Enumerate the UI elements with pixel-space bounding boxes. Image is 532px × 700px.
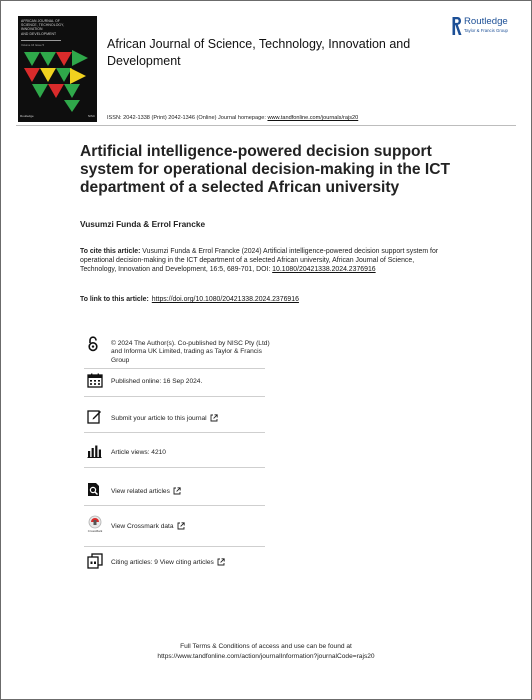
edit-icon [87,409,102,424]
cover-title: AFRICAN JOURNAL OF SCIENCE, TECHNOLOGY, INNOVATION AND DEVELOPMENT [21,19,65,36]
cover-nisc-logo: NISC [87,114,95,118]
journal-title[interactable]: African Journal of Science, Technology, Innovation and Development [107,37,411,68]
submit-article-label: Submit your article to this journal [111,414,207,422]
link-label: To link to this article: [80,296,149,303]
calendar-icon [87,373,103,388]
crossmark-icon [86,515,104,535]
info-divider [84,467,265,468]
citation-text: Vusumzi Funda & Errol Francke (2024) Artificial intelligence-powered decision support system for operational decision-making in the ICT department of a selected African university, African Journal of Science, Technology, Innovation and Development, 16:5, 689-701, DOI: [80,248,439,273]
view-related-articles-link[interactable] [111,487,181,496]
cover-triangle-pattern [18,16,97,122]
info-divider [84,396,265,397]
citation-label: To cite this article: [80,248,141,255]
brand-name: Routledge [464,16,508,27]
article-views: Article views: 4210 [111,449,166,456]
brand-subtitle: Taylor & Francis Group [464,28,508,33]
cover-volume: Volume 16 Issue 5 [21,43,45,47]
terms-url[interactable]: https://www.tandfonline.com/action/journalInformation?journalCode=rajs20 [157,653,375,660]
related-articles-icon [87,482,102,497]
citation-block [80,248,450,274]
article-doi-link[interactable]: https://doi.org/10.1080/20421338.2024.2376916 [151,296,299,303]
crossmark-icon-label: CrossMark [87,529,103,533]
citing-articles-label: Citing articles: 9 View citing articles [111,558,214,566]
terms-footer [0,642,532,662]
header-divider [16,125,516,126]
cover-footer [20,112,95,120]
routledge-logo[interactable] [451,16,521,40]
bar-chart-icon [87,445,103,458]
external-link-icon [217,558,225,566]
submit-article-link[interactable] [111,414,218,423]
external-link-icon [173,487,181,495]
open-access-statement: © 2024 The Author(s). Co-published by NISC Pty (Ltd) and Informa UK Limited, trading as Taylor & Francis Group [111,340,270,364]
issn-line [107,115,358,121]
info-divider [84,505,265,506]
info-divider [84,546,265,547]
article-link-line [80,296,299,303]
view-crossmark-link[interactable] [111,522,185,531]
related-articles-label: View related articles [111,487,170,495]
journal-cover-thumbnail[interactable] [18,16,97,122]
info-divider [84,432,265,433]
issn-text: ISSN: 2042-1338 (Print) 2042-1346 (Online) Journal homepage: [107,115,268,121]
info-divider [84,368,265,369]
citing-articles-link[interactable] [111,558,225,567]
external-link-icon [210,414,218,422]
article-title: Artificial intelligence-powered decision support system for operational decision-making in the ICT department of a selected African university [80,143,450,196]
crossmark-label: View Crossmark data [111,522,174,530]
open-access-icon [87,336,99,352]
external-link-icon [177,522,185,530]
published-online: Published online: 16 Sep 2024. [111,378,203,385]
cover-routledge-logo: Routledge [20,114,34,118]
journal-homepage-link[interactable]: www.tandfonline.com/journals/rajs20 [267,115,359,121]
article-authors: Vusumzi Funda & Errol Francke [80,219,206,229]
terms-line: Full Terms & Conditions of access and use can be found at [180,643,352,650]
citation-doi-link[interactable]: 10.1080/20421338.2024.2376916 [272,265,376,273]
citing-articles-icon [87,553,103,569]
routledge-r-icon [451,16,462,36]
